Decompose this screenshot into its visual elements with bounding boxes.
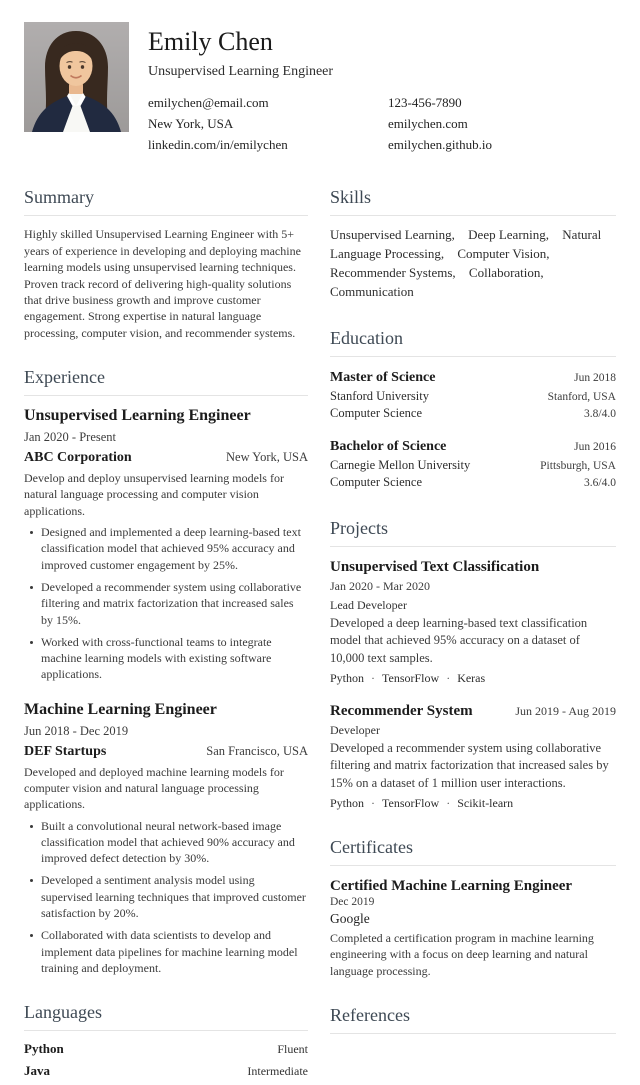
education-row (330, 474, 616, 492)
candidate-headline: Unsupervised Learning Engineer (148, 64, 334, 80)
tech-item: Keras (457, 670, 486, 685)
contact-phone: 123-456-7890 (388, 95, 462, 111)
project-role: Developer (330, 723, 380, 737)
skill-item: Unsupervised Learning , (330, 227, 455, 242)
skill-item: Deep Learning , (468, 227, 549, 242)
language-name: Java (24, 1063, 50, 1079)
contact-website: emilychen.com (388, 116, 468, 132)
skill-item: Recommender Systems , (330, 265, 456, 280)
references-heading: References (330, 1005, 616, 1034)
project-entry (330, 701, 616, 811)
education-date: Jun 2018 (574, 371, 616, 384)
job-bullet: Designed and implemented a deep learning-based text classification model that achieved 95% accuracy and improved customer engagement by 25%. (24, 524, 308, 573)
job-bullet-list (24, 524, 308, 683)
tech-item: Python · (330, 796, 382, 810)
education-degree: Master of Science (330, 369, 436, 385)
language-level: Intermediate (247, 1064, 308, 1079)
contact-column-left (148, 92, 388, 155)
candidate-name: Emily Chen (148, 27, 273, 56)
job-entry (24, 406, 308, 683)
project-description: Developed a recommender system using collaborative filtering and matrix factorization that increased sales by 15% on a dataset of 1 million user interactions. (330, 741, 609, 790)
project-dates: Jan 2020 - Mar 2020 (330, 578, 430, 593)
job-description: Developed and deployed machine learning models for computer vision and natural language processing applications. (24, 764, 284, 812)
job-location: San Francisco, USA (206, 743, 308, 758)
skills-list (330, 226, 616, 301)
education-row (330, 405, 616, 423)
education-school: Stanford University (330, 388, 429, 403)
education-school: Carnegie Mellon University (330, 457, 471, 472)
project-role: Lead Developer (330, 598, 407, 612)
contact-column-right (388, 92, 616, 155)
header (24, 21, 616, 155)
job-bullet: Developed a sentiment analysis model using supervised learning techniques that improved customer satisfaction by 20%. (24, 872, 308, 921)
project-entry (330, 557, 616, 686)
job-title: Unsupervised Learning Engineer (24, 407, 251, 425)
job-head (24, 700, 308, 741)
education-entry (330, 436, 616, 492)
languages-heading: Languages (24, 1002, 308, 1031)
job-subhead (24, 447, 308, 468)
projects-heading: Projects (330, 518, 616, 547)
job-location: New York, USA (226, 450, 308, 465)
contact-github: emilychen.github.io (388, 137, 492, 153)
summary-heading: Summary (24, 187, 308, 216)
job-bullet: Developed a recommender system using collaborative filtering and matrix factorization that increased sales by 15%. (24, 579, 308, 628)
education-gpa: 3.6/4.0 (584, 477, 616, 490)
contact-location: New York, USA (148, 116, 234, 132)
job-company: ABC Corporation (24, 450, 132, 466)
education-field: Computer Science (330, 475, 422, 490)
summary-text: Highly skilled Unsupervised Learning Engineer with 5+ years of experience in developing and deploying machine learning models using unsupervised learning techniques. Proven track record of delivering high-quality solutions that drive business growth and improve customer engagement. Strong expertise in natural language processing, computer vision, and recommender systems. (24, 227, 301, 340)
education-entry (330, 367, 616, 423)
job-dates: Jan 2020 - Present (24, 430, 116, 445)
job-subhead (24, 741, 308, 762)
experience-heading: Experience (24, 367, 308, 396)
language-row (24, 1041, 308, 1057)
job-bullet: Collaborated with data scientists to develop and implement data pipelines for machine learning model training and deployment. (24, 927, 308, 976)
section-education (330, 328, 616, 492)
certificate-head (330, 876, 616, 908)
identity-block (148, 21, 616, 155)
skill-item: Communication (330, 283, 414, 299)
project-title: Unsupervised Text Classification (330, 558, 540, 575)
certificate-date: Dec 2019 (330, 896, 375, 908)
project-head (330, 701, 616, 721)
project-description: Developed a deep learning-based text classification model that achieved 95% accuracy on a dataset of 10,000 text samples. (330, 616, 588, 665)
left-column (24, 187, 308, 1085)
section-certificates (330, 837, 616, 979)
section-projects (330, 518, 616, 811)
education-field: Computer Science (330, 406, 422, 421)
education-degree: Bachelor of Science (330, 438, 447, 454)
project-dates: Jun 2019 - Aug 2019 (515, 703, 616, 718)
language-row (24, 1063, 308, 1079)
skills-heading: Skills (330, 187, 616, 216)
job-bullet: Built a convolutional neural network-based image classification model that achieved 90% accuracy and improved defect detection by 30%. (24, 818, 308, 867)
content-columns (24, 187, 616, 1085)
job-bullet-list (24, 818, 308, 977)
education-row (330, 367, 616, 388)
right-column (330, 187, 616, 1085)
project-tech-list (330, 796, 616, 811)
tech-item: TensorFlow · (382, 796, 457, 810)
certificate-description: Completed a certification program in machine learning engineering with a focus on deep learning and natural language processing. (330, 931, 594, 978)
language-name: Python (24, 1041, 64, 1057)
education-row (330, 388, 616, 406)
certificate-issuer: Google (330, 911, 370, 926)
section-experience (24, 367, 308, 976)
contact-info (148, 92, 616, 155)
education-location: Stanford, USA (547, 390, 616, 403)
education-row (330, 457, 616, 475)
skill-item: Collaboration , (469, 265, 544, 280)
job-description: Develop and deploy unsupervised learning models for natural language processing and computer vision applications. (24, 471, 284, 518)
job-entry (24, 700, 308, 977)
contact-linkedin: linkedin.com/in/emilychen (148, 137, 288, 153)
contact-email: emilychen@email.com (148, 95, 269, 111)
section-skills (330, 187, 616, 301)
education-location: Pittsburgh, USA (540, 459, 616, 472)
certificates-heading: Certificates (330, 837, 616, 866)
job-title: Machine Learning Engineer (24, 700, 217, 718)
section-languages (24, 1002, 308, 1079)
job-bullet: Worked with cross-functional teams to integrate machine learning models with existing software applications. (24, 634, 308, 683)
project-head (330, 557, 616, 596)
certificate-entry (330, 876, 616, 979)
section-summary (24, 187, 308, 341)
education-row (330, 436, 616, 457)
job-head (24, 406, 308, 447)
certificate-title: Certified Machine Learning Engineer (330, 877, 573, 894)
profile-photo-illustration (24, 22, 129, 132)
section-references (330, 1005, 616, 1034)
skill-item: Natural Language Processing , (330, 227, 601, 261)
profile-photo (24, 22, 129, 132)
education-gpa: 3.8/4.0 (584, 408, 616, 421)
project-title: Recommender System (330, 702, 473, 719)
education-date: Jun 2016 (574, 440, 616, 453)
job-dates: Jun 2018 - Dec 2019 (24, 723, 129, 738)
skill-item: Computer Vision , (457, 246, 549, 261)
job-company: DEF Startups (24, 743, 107, 759)
tech-item: Scikit-learn (457, 795, 514, 810)
education-heading: Education (330, 328, 616, 357)
project-tech-list (330, 671, 616, 686)
tech-item: TensorFlow · (382, 671, 457, 685)
tech-item: Python · (330, 671, 382, 685)
language-level: Fluent (277, 1042, 308, 1057)
